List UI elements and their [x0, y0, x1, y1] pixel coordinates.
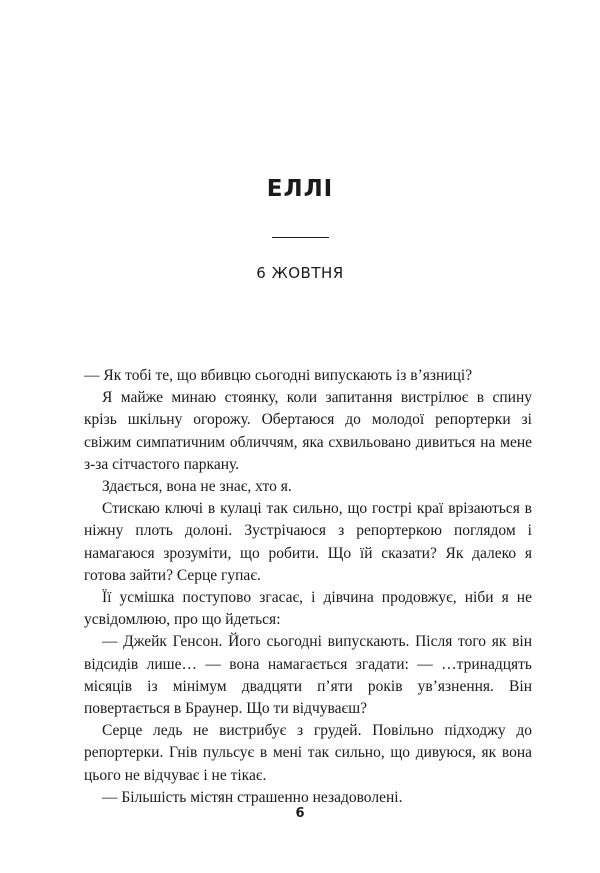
paragraph: — Як тобі те, що вбивцю сьогодні випускають із в’язниці? [84, 367, 473, 384]
body-text [84, 365, 532, 809]
paragraph: Я майже минаю стоянку, коли запитання вистрілює в спину крізь шкільну огорожу. Обертаюся до молодої репортерки зі свіжим симпатичним обличчям, яка схвильовано дивиться на мене з-за сітчастого паркану. [84, 389, 532, 473]
paragraph: — Джейк Генсон. Його сьогодні випускають. Після того як він відсидів лише… — вона намагається згадати: — …тринадцять місяців із мінімум двадцяти п’яти років ув’язнення. Він повертається в Браунер. Що ти відчуваєш? [84, 633, 532, 718]
paragraph: Серце ледь не вистрибує з грудей. Повільно підходжу до репортерки. Гнів пульсує в мені так сильно, що дивуюся, як вона цього не відчуває і не тікає. [84, 722, 532, 784]
paragraph: — Більшість містян страшенно незадоволені. [102, 788, 403, 806]
paragraph: Здається, вона не знає, хто я. [102, 478, 292, 496]
title-divider [272, 237, 329, 238]
chapter-title: ЕЛЛІ [266, 176, 334, 202]
chapter-date: 6 ЖОВТНЯ [256, 264, 344, 282]
paragraph: Стискаю ключі в кулаці так сильно, що гострі краї врізаються в ніжну плоть долоні. Зустрічаюся з репортеркою поглядом і намагаюся зрозуміти, що робити. Що їй сказати? Як далеко я готова зайти? Серце гупає. [84, 500, 532, 584]
page-number: 6 [295, 806, 305, 821]
paragraph: Її усмішка поступово згасає, і дівчина продовжує, ніби я не усвідомлюю, про що йдеться: [84, 589, 532, 629]
